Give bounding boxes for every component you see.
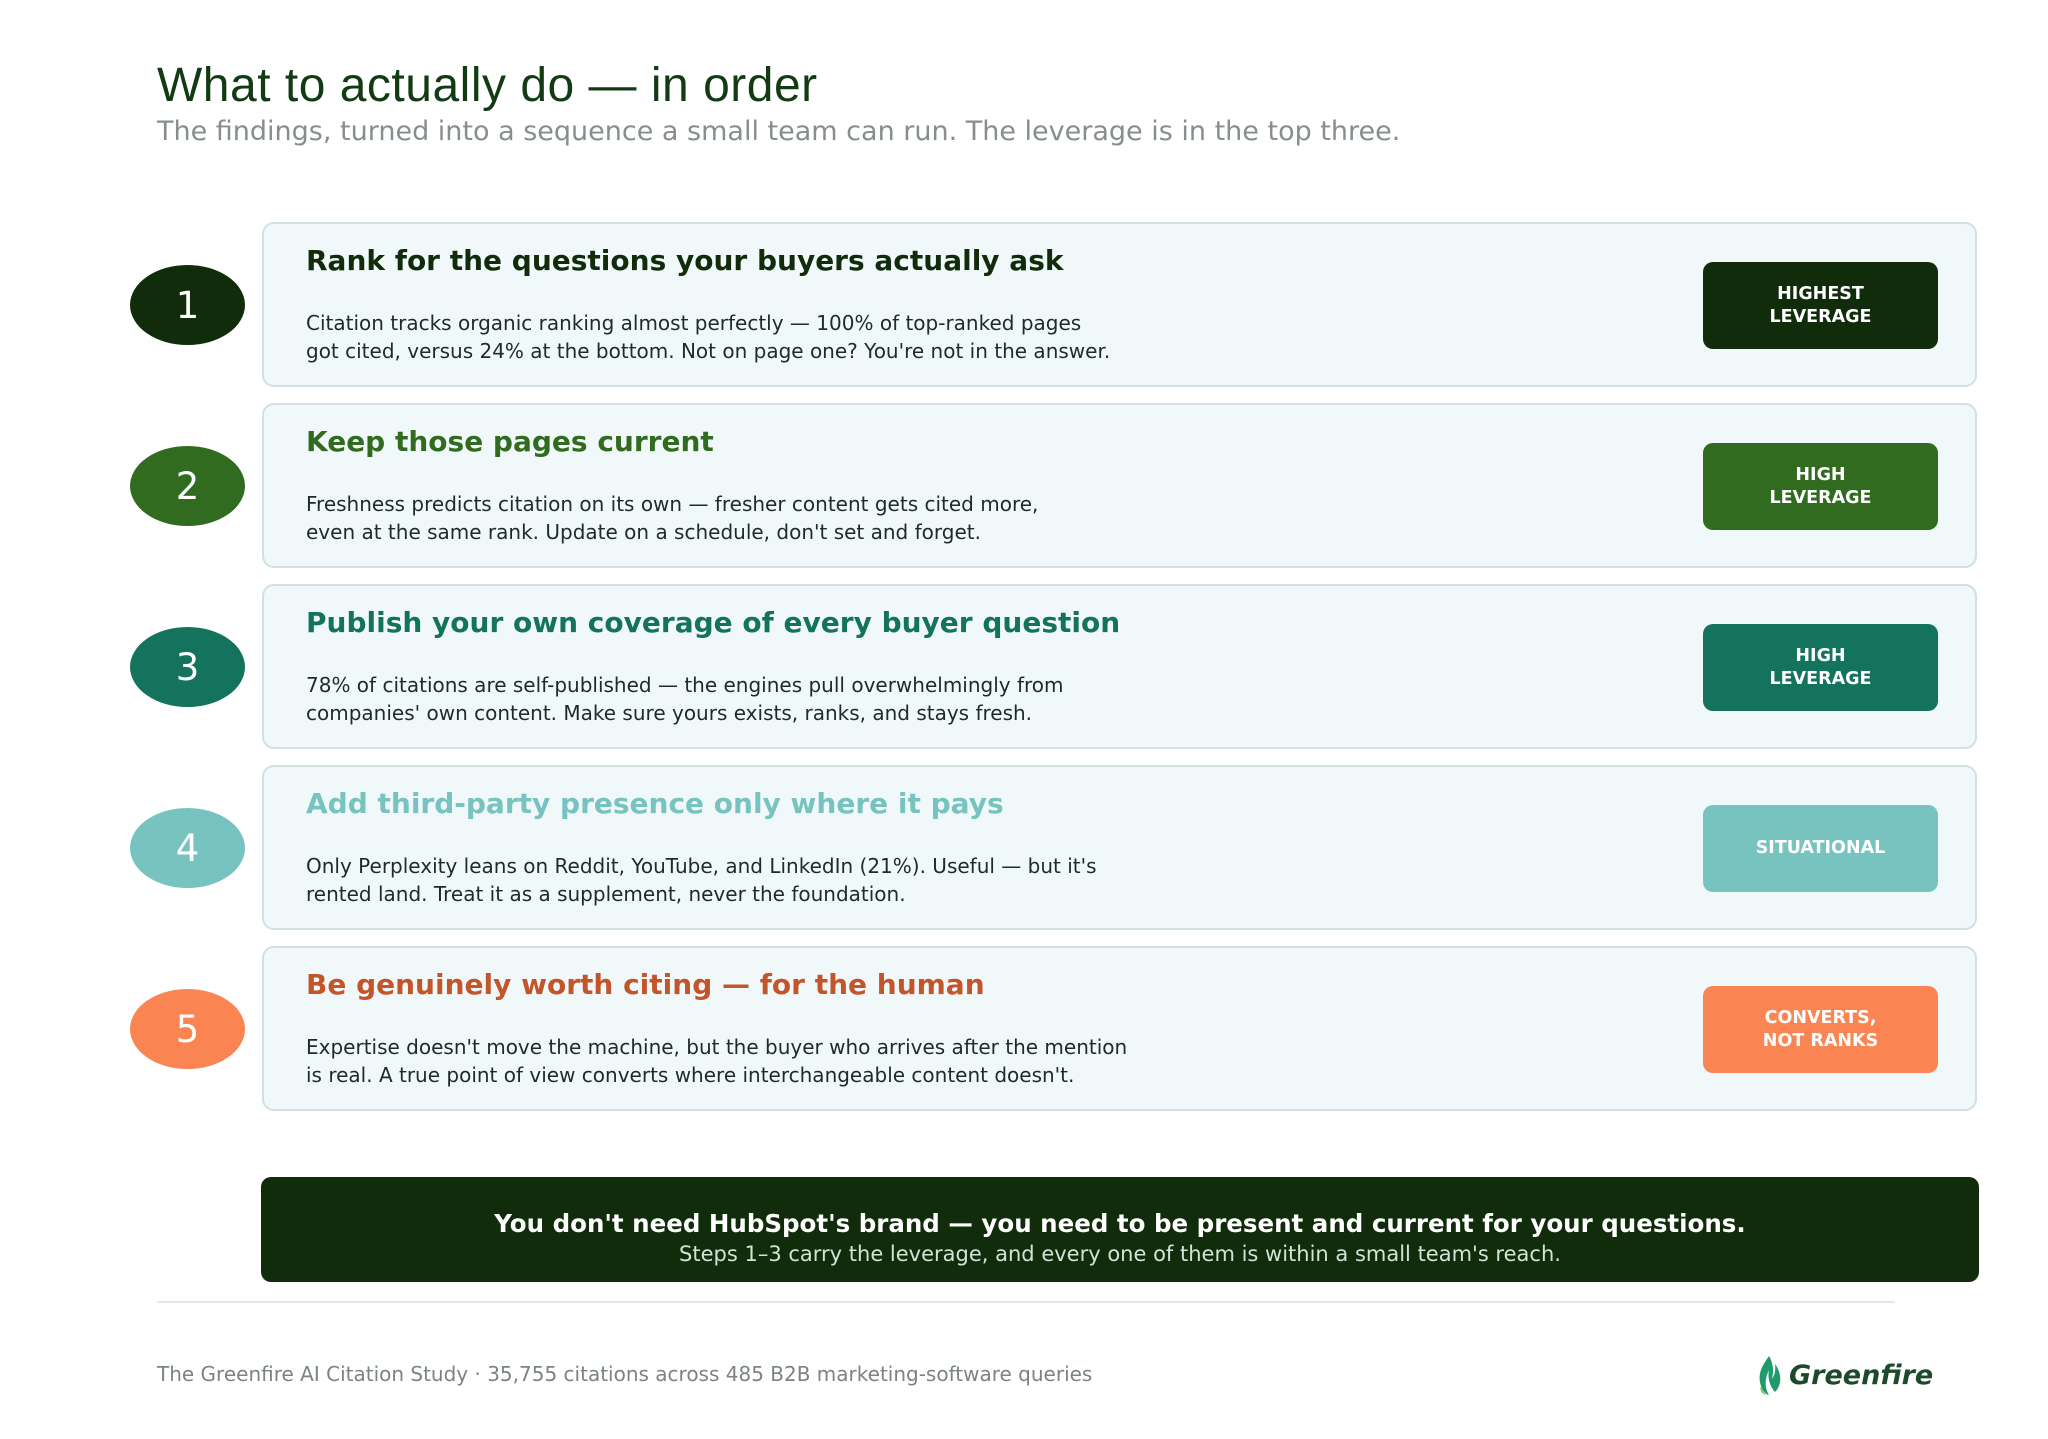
step-number-circle: 3 [130,627,245,707]
step-description: Expertise doesn't move the machine, but the buyer who arrives after the mention is real. A true point of view converts where interchangeable content doesn't. [306,1035,1128,1087]
step-description: 78% of citations are self-published — the engines pull overwhelmingly from companies' own content. Make sure yours exists, ranks, and stays fresh. [306,673,1064,725]
step-description: Only Perplexity leans on Reddit, YouTube, and LinkedIn (21%). Useful — but it's rented land. Treat it as a supplement, never the foundation. [306,854,1097,906]
logo-wordmark: Greenfire [1789,1359,1934,1391]
step-card [262,946,1977,1111]
summary-callout [261,1177,1979,1282]
step-title: Add third-party presence only where it pays [306,787,1004,820]
callout-subtext: Steps 1–3 carry the leverage, and every one of them is within a small team's reach. [679,1242,1561,1266]
step-card [262,765,1977,930]
page-subtitle: The findings, turned into a sequence a small team can run. The leverage is in the top three. [157,116,1401,147]
leverage-badge: SITUATIONAL [1703,805,1938,892]
greenfire-logo [1753,1353,1933,1397]
step-number-circle: 5 [130,989,245,1069]
step-title: Be genuinely worth citing — for the human [306,968,985,1001]
step-description: Citation tracks organic ranking almost perfectly — 100% of top-ranked pages got cited, versus 24% at the bottom. Not on page one? You're not in the answer. [306,311,1111,363]
step-card [262,222,1977,387]
leverage-badge: HIGH LEVERAGE [1703,443,1938,530]
step-title: Rank for the questions your buyers actually ask [306,244,1064,277]
step-number-circle: 2 [130,446,245,526]
step-number-circle: 1 [130,265,245,345]
step-title: Publish your own coverage of every buyer question [306,606,1121,639]
page-title: What to actually do — in order [157,59,818,112]
step-number-circle: 4 [130,808,245,888]
step-card [262,584,1977,749]
source-note: The Greenfire AI Citation Study · 35,755 citations across 485 B2B marketing-software queries [157,1362,1093,1386]
leverage-badge: CONVERTS, NOT RANKS [1703,986,1938,1073]
step-card [262,403,1977,568]
leverage-badge: HIGH LEVERAGE [1703,624,1938,711]
callout-headline: You don't need HubSpot's brand — you need to be present and current for your questions. [494,1209,1746,1238]
step-description: Freshness predicts citation on its own — fresher content gets cited more, even at the same rank. Update on a schedule, don't set and forget. [306,492,1039,544]
leverage-badge: HIGHEST LEVERAGE [1703,262,1938,349]
footer-divider [157,1301,1895,1303]
flame-icon [1753,1354,1785,1396]
step-title: Keep those pages current [306,425,714,458]
